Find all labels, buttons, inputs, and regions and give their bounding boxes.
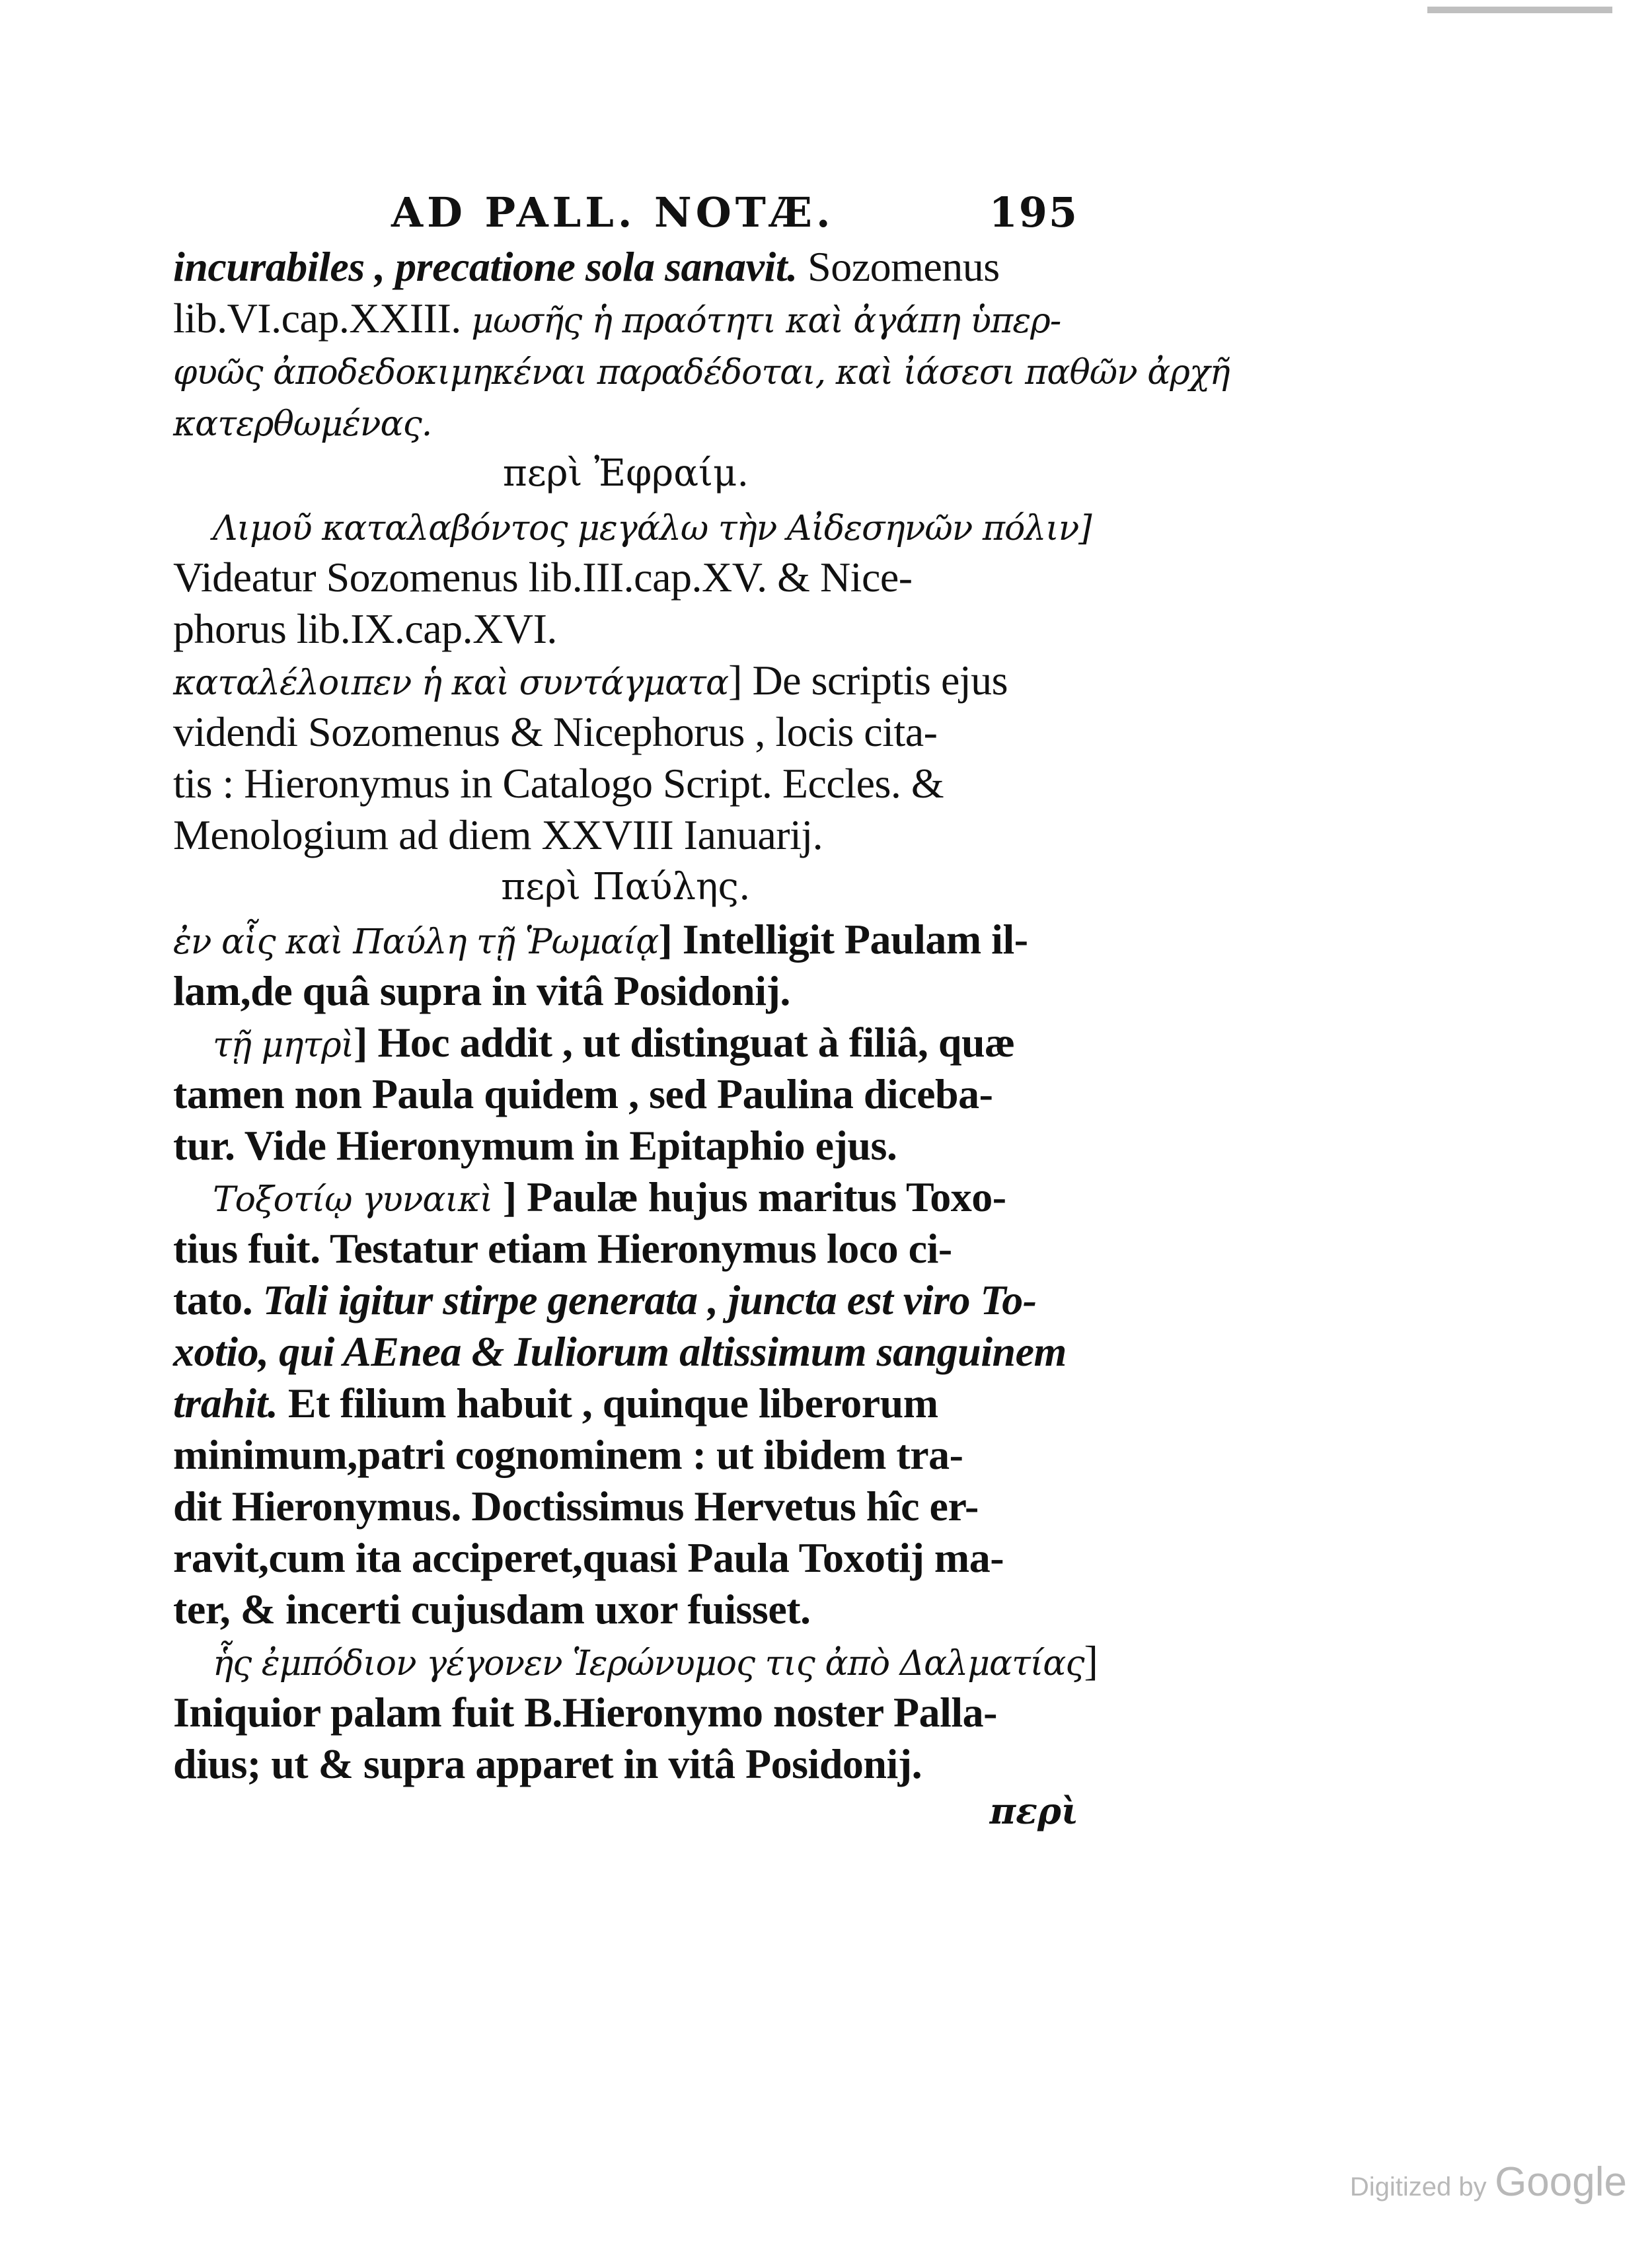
text-line — [173, 344, 1230, 396]
text-line — [173, 1481, 1078, 1532]
latin-text: Et filium habuit , quinque liberorum — [278, 1380, 938, 1426]
latin-text: dius; ut & supra apparet in vitâ Posidonij. — [173, 1740, 922, 1787]
text-line — [173, 1120, 1078, 1171]
latin-text: ] De scriptis ejus — [728, 657, 1008, 704]
latin-text: tato. — [173, 1276, 263, 1323]
greek-text: Λιμοῦ καταλαβόντος μεγάλω τὴν Αἰδεσηνῶν πόλιν] — [213, 509, 1092, 548]
latin-text: lib.VI.cap.XXIII. — [173, 295, 472, 342]
section-heading-ephraim: περὶ Ἐφραίμ. — [502, 452, 749, 495]
latin-text: xotio, qui AEnea & Iuliorum altissimum sanguinem — [173, 1328, 1067, 1375]
latin-text: Videatur Sozomenus lib.III.cap.XV. & Nice- — [173, 554, 913, 601]
text-line — [173, 965, 1078, 1017]
latin-text: incurabiles , precatione sola sanavit. — [173, 243, 798, 290]
latin-text: ter, & incerti cujusdam uxor fuisset. — [173, 1586, 811, 1633]
latin-text: Sozomenus — [797, 243, 1000, 290]
text-line — [173, 241, 1078, 293]
text-line — [173, 1429, 1078, 1481]
section-heading-paula: περὶ Παύλης. — [501, 866, 751, 908]
latin-text: trahit. — [173, 1380, 278, 1426]
text-line — [173, 1532, 1078, 1584]
paragraph-ephraim — [173, 500, 1092, 861]
latin-text: minimum,patri cognominem : ut ibidem tra- — [173, 1431, 963, 1478]
greek-text: ἐν αἷς καὶ Παύλη τῇ Ῥωμαίᾳ — [173, 922, 659, 962]
greek-text: ἧς ἐμπόδιον γέγονεν Ἱερώνυμος τις ἀπὸ Δαλματίας — [213, 1644, 1084, 1684]
text-line — [173, 1687, 1078, 1738]
scan-edge-mark — [1427, 7, 1612, 13]
latin-text: Tali igitur stirpe generata , juncta est viro To- — [262, 1276, 1037, 1323]
latin-text: Menologium ad diem XXVIII Ianuarij. — [173, 811, 823, 858]
text-line — [173, 1223, 1078, 1275]
latin-text: ] Intelligit Paulam il- — [658, 916, 1028, 963]
text-line — [173, 1738, 1078, 1790]
text-line — [173, 706, 1078, 758]
text-line — [173, 1171, 1078, 1223]
greek-text: κατερθωμένας. — [173, 404, 432, 444]
catchword-row — [173, 1790, 1078, 1843]
greek-text: καταλέλοιπεν ἡ καὶ συντάγματα — [173, 663, 729, 703]
text-line — [173, 603, 1078, 655]
latin-text: ravit,cum ita acciperet,quasi Paula Toxotij ma- — [173, 1534, 1004, 1581]
text-line — [173, 1326, 1078, 1378]
greek-text: Τοξοτίῳ γυναικὶ — [213, 1180, 493, 1220]
latin-text: phorus lib.IX.cap.XVI. — [173, 605, 557, 652]
latin-text: ] Hoc addit , ut distinguat à filiâ, quæ — [354, 1019, 1015, 1066]
text-line — [173, 1017, 1078, 1068]
watermark-brand: Google — [1495, 2159, 1627, 2205]
page-number: 195 — [989, 188, 1078, 237]
latin-text: lam,de quâ supra in vitâ Posidonij. — [173, 967, 790, 1014]
latin-text: ] Paulæ hujus maritus Toxo- — [492, 1173, 1006, 1220]
catchword: περὶ — [989, 1790, 1078, 1832]
text-line — [173, 396, 1078, 447]
latin-text: Iniquior palam fuit B.Hieronymo noster Palla- — [173, 1689, 997, 1736]
paragraph-paula — [173, 914, 1098, 1790]
running-head — [173, 188, 1078, 241]
text-line — [173, 758, 1078, 809]
latin-text: tis : Hieronymus in Catalogo Script. Eccles. & — [173, 760, 944, 807]
text-line — [173, 1584, 1078, 1635]
text-line — [173, 655, 1078, 706]
latin-text: tur. Vide Hieronymum in Epitaphio ejus. — [173, 1122, 897, 1169]
text-line — [173, 809, 1078, 861]
latin-text: videndi Sozomenus & Nicephorus , locis cita- — [173, 708, 938, 755]
text-line — [173, 1275, 1078, 1326]
text-line — [173, 1378, 1078, 1429]
greek-text: φυῶς ἀποδεδοκιμηκέναι παραδέδοται, καὶ ἰάσεσι παθῶν ἀρχῆ — [173, 353, 1230, 392]
text-block — [173, 188, 1230, 1843]
text-line — [173, 1068, 1078, 1120]
paragraph-sozomenus — [173, 241, 1230, 447]
latin-text: tamen non Paula quidem , sed Paulina diceba- — [173, 1070, 993, 1117]
text-line — [173, 914, 1078, 965]
digitized-watermark — [1350, 2159, 1627, 2205]
latin-text: dit Hieronymus. Doctissimus Hervetus hîc er- — [173, 1483, 979, 1530]
latin-text: tius fuit. Testatur etiam Hieronymus loco ci- — [173, 1225, 952, 1272]
greek-text: τῇ μητρὶ — [213, 1025, 354, 1065]
text-line — [173, 552, 1078, 603]
latin-text: ] — [1084, 1637, 1098, 1684]
running-head-title: AD PALL. NOTÆ. — [391, 188, 835, 237]
greek-text: μωσῆς ἡ πραότητι καὶ ἀγάπη ὑπερ- — [471, 301, 1061, 341]
text-line — [173, 293, 1078, 344]
text-line — [173, 1635, 1098, 1687]
watermark-prefix: Digitized by — [1349, 2172, 1487, 2202]
text-line — [173, 500, 1092, 552]
